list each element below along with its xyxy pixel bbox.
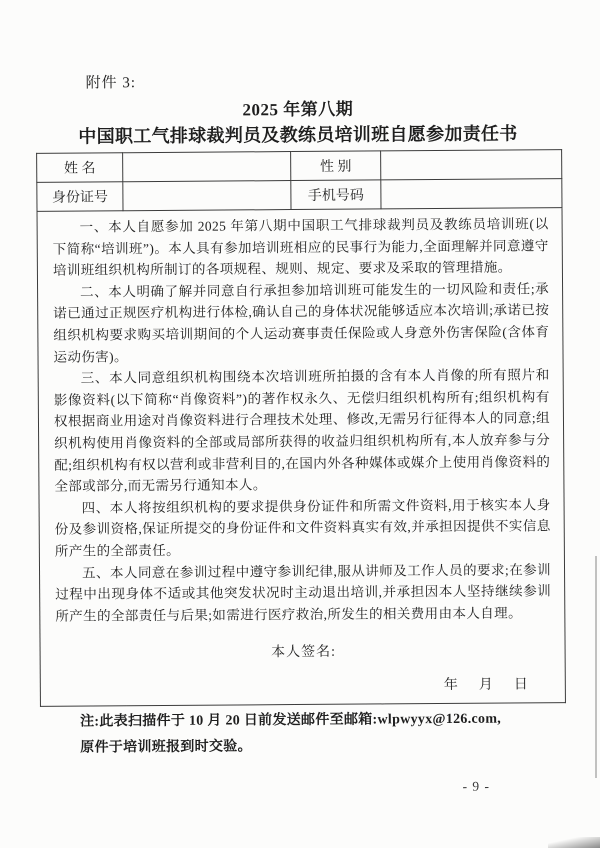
footer-note-line2: 原件于培训班报到时交验。 — [80, 738, 252, 756]
responsibility-form-table — [36, 149, 566, 707]
document-title-main: 中国职工气排球裁判员及教练员培训班自愿参加责任书 — [78, 123, 518, 147]
document-title-session: 2025 年第八期 — [242, 99, 354, 120]
name-label-cell: 姓 名 — [37, 153, 123, 183]
scan-edge-artifact — [595, 556, 597, 778]
date-fill-line: 年 月 日 — [443, 677, 528, 694]
gender-label-cell: 性 别 — [291, 151, 381, 181]
id-number-label-cell: 身份证号 — [37, 182, 123, 212]
footer-note — [80, 706, 550, 760]
id-number-value-cell — [123, 181, 291, 211]
table-row-id-phone — [37, 179, 562, 212]
footer-note-line1: 注:此表扫描件于 10 月 20 日前发送邮件至邮箱:wlpwyyx@126.com, — [80, 711, 502, 730]
terms-paragraph-2: 二、本人明确了解并同意自行承担参加培训班可能发生的一切风险和责任;承诺已通过正规医疗机构进行体检,确认自己的身体状况能够适应本次培训;承诺已按组织机构要求购买培训期间的个人运动赛事责任保险或人身意外伤害保险(含体育运动伤害)。 — [53, 281, 550, 365]
page-number: - 9 - — [462, 778, 491, 794]
terms-paragraph-1: 一、本人自愿参加 2025 年第八期中国职工气排球裁判员及教练员培训班(以下简称“培训班”)。本人具有参加培训班相应的民事行为能力,全面理解并同意遵守培训班组织机构所制订的各项规程、规则、规定、要求及采取的管理措施。 — [52, 216, 549, 278]
terms-content — [38, 208, 565, 706]
table-row-terms — [37, 208, 565, 707]
terms-paragraph-5: 五、本人同意在参训过程中遵守参训纪律,服从讲师及工作人员的要求;在参训过程中出现身体不适或其他突发状况时主动退出培训,并承担因本人坚持继续参训所产生的全部责任与后果;如需进行医疗救治,所发生的相关费用由本人自理。 — [55, 561, 552, 624]
gender-value-cell — [381, 150, 562, 180]
table-row-name-gender — [37, 150, 562, 183]
signature-label: 本人签名: — [271, 645, 337, 661]
terms-paragraph-4: 四、本人将按组织机构的要求提供身份证件和所需文件资料,用于核实本人身份及参训资格,保证所提交的身份证件和文件资料真实有效,并承担因提供不实信息所产生的全部责任。 — [54, 496, 551, 559]
phone-value-cell — [381, 179, 562, 209]
terms-cell — [37, 208, 565, 707]
attachment-label: 附件 3: — [85, 75, 137, 92]
name-value-cell — [123, 152, 291, 182]
terms-paragraph-3: 三、本人同意组织机构围绕本次培训班所拍摄的含有本人肖像的所有照片和影像资料(以下简称“肖像资料”)的著作权永久、无偿归组织机构所有;组织机构有权根据商业用途对肖像资料进行合理技术处理、修改,无需另行征得本人的同意;组织机构使用肖像资料的全部或局部所获得的收益归组织机构所有,本人放弃参与分配;组织机构有权以营利或非营利目的,在国内外各种媒体或媒介上使用肖像资料的全部或部分,而无需另行通知本人。 — [53, 367, 551, 494]
scan-corner-shadow — [548, 837, 600, 848]
phone-label-cell: 手机号码 — [291, 180, 381, 210]
